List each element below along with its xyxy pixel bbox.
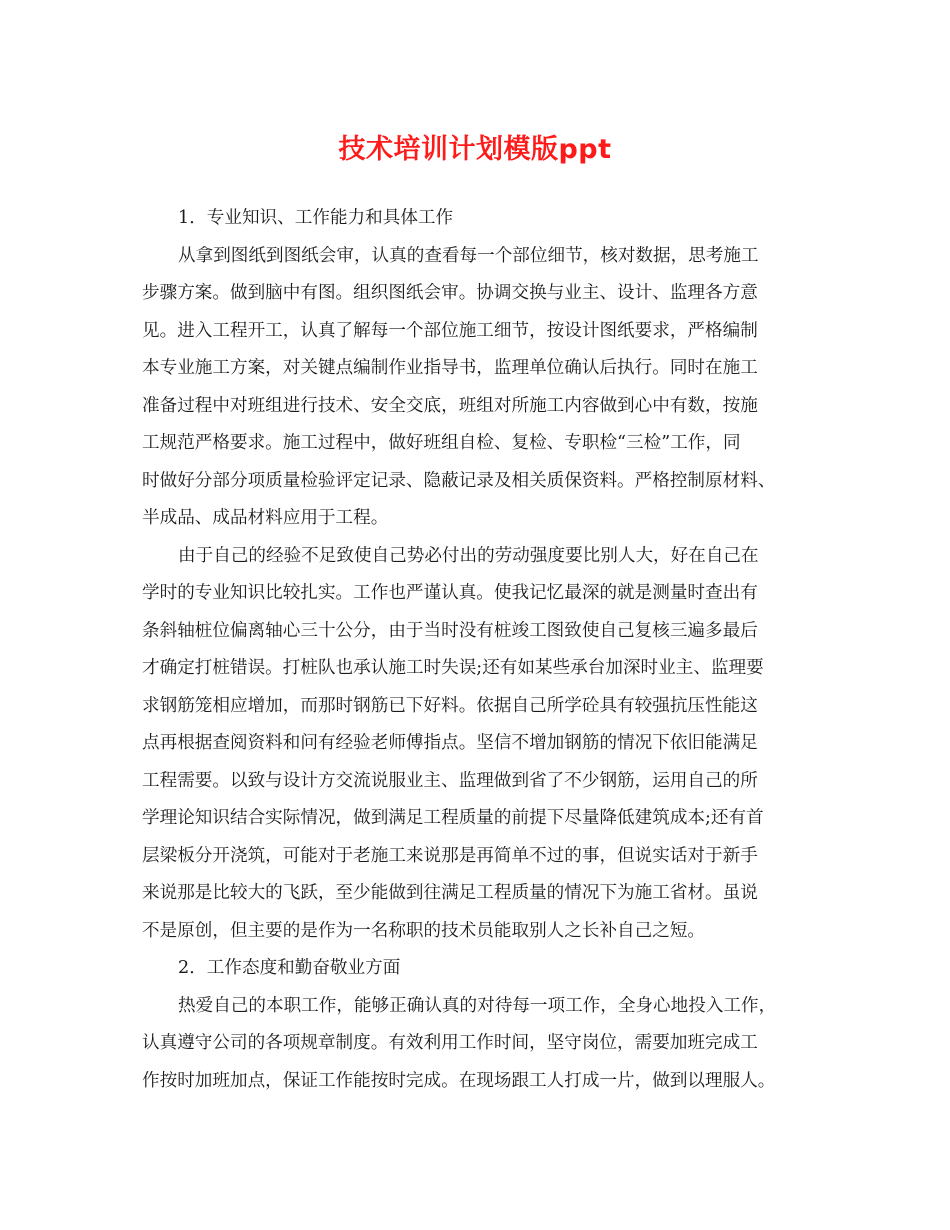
paragraph-2-line-7: 工程需要。以致与设计方交流说服业主、监理做到省了不少钢筋，运用自己的所 bbox=[142, 770, 758, 791]
paragraph-2-line-4: 才确定打桩错误。打桩队也承认施工时失误;还有如某些承台加深时业主、监理要 bbox=[142, 658, 764, 678]
paragraph-1-line-5: 准备过程中对班组进行技术、安全交底，班组对所施工内容做到心中有数，按施 bbox=[142, 395, 758, 416]
document-body bbox=[142, 200, 808, 1100]
document-title: 技术培训计划模版ppt bbox=[338, 134, 612, 165]
paragraph-1-line-1: 从拿到图纸到图纸会审，认真的查看每一个部位细节，核对数据，思考施工 bbox=[178, 245, 759, 266]
section-heading-1: 1．专业知识、工作能力和具体工作 bbox=[178, 208, 454, 228]
paragraph-3-line-1: 热爱自己的本职工作，能够正确认真的对待每一项工作，全身心地投入工作， bbox=[178, 995, 777, 1016]
paragraph-1-line-2: 步骤方案。做到脑中有图。组织图纸会审。协调交换与业主、设计、监理各方意 bbox=[142, 283, 758, 303]
paragraph-3-line-2: 认真遵守公司的各项规章制度。有效利用工作时间，坚守岗位，需要加班完成工 bbox=[142, 1033, 758, 1053]
paragraph-2-line-11: 不是原创，但主要的是作为一名称职的技术员能取别人之长补自己之短。 bbox=[142, 920, 706, 941]
paragraph-1-line-3: 见。进入工程开工，认真了解每一个部位施工细节，按设计图纸要求，严格编制 bbox=[142, 320, 758, 341]
paragraph-1-line-4: 本专业施工方案，对关键点编制作业指导书，监理单位确认后执行。同时在施工 bbox=[142, 358, 758, 378]
paragraph-3-line-3: 作按时加班加点，保证工作能按时完成。在现场跟工人打成一片，做到以理服人。 bbox=[142, 1070, 776, 1091]
paragraph-1-line-8: 半成品、成品材料应用于工程。 bbox=[142, 508, 389, 528]
paragraph-2-line-9: 层梁板分开浇筑，可能对于老施工来说那是再简单不过的事，但说实话对于新手 bbox=[142, 845, 758, 866]
paragraph-2-line-1: 由于自己的经验不足致使自己势必付出的劳动强度要比别人大，好在自己在 bbox=[178, 545, 759, 566]
paragraph-2-line-10: 来说那是比较大的飞跃，至少能做到往满足工程质量的情况下为施工省材。虽说 bbox=[142, 883, 758, 903]
paragraph-2-line-2: 学时的专业知识比较扎实。工作也严谨认真。使我记忆最深的就是测量时查出有 bbox=[142, 583, 758, 603]
paragraph-2-line-3: 条斜轴桩位偏离轴心三十公分，由于当时没有桩竣工图致使自己复核三遍多最后 bbox=[142, 620, 758, 641]
paragraph-2-line-5: 求钢筋笼相应增加，而那时钢筋已下好料。依据自己所学砼具有较强抗压性能这 bbox=[142, 695, 758, 716]
paragraph-1-line-7: 时做好分部分项质量检验评定记录、隐蔽记录及相关质保资料。严格控制原材料、 bbox=[142, 470, 776, 491]
paragraph-2-line-6: 点再根据查阅资料和问有经验老师傅指点。坚信不增加钢筋的情况下依旧能满足 bbox=[142, 733, 758, 753]
section-heading-2: 2．工作态度和勤奋敬业方面 bbox=[178, 958, 401, 978]
paragraph-1-line-6: 工规范严格要求。施工过程中，做好班组自检、复检、专职检“三检”工作，同 bbox=[142, 433, 741, 453]
paragraph-2-line-8: 学理论知识结合实际情况，做到满足工程质量的前提下尽量降低建筑成本;还有首 bbox=[142, 808, 764, 828]
